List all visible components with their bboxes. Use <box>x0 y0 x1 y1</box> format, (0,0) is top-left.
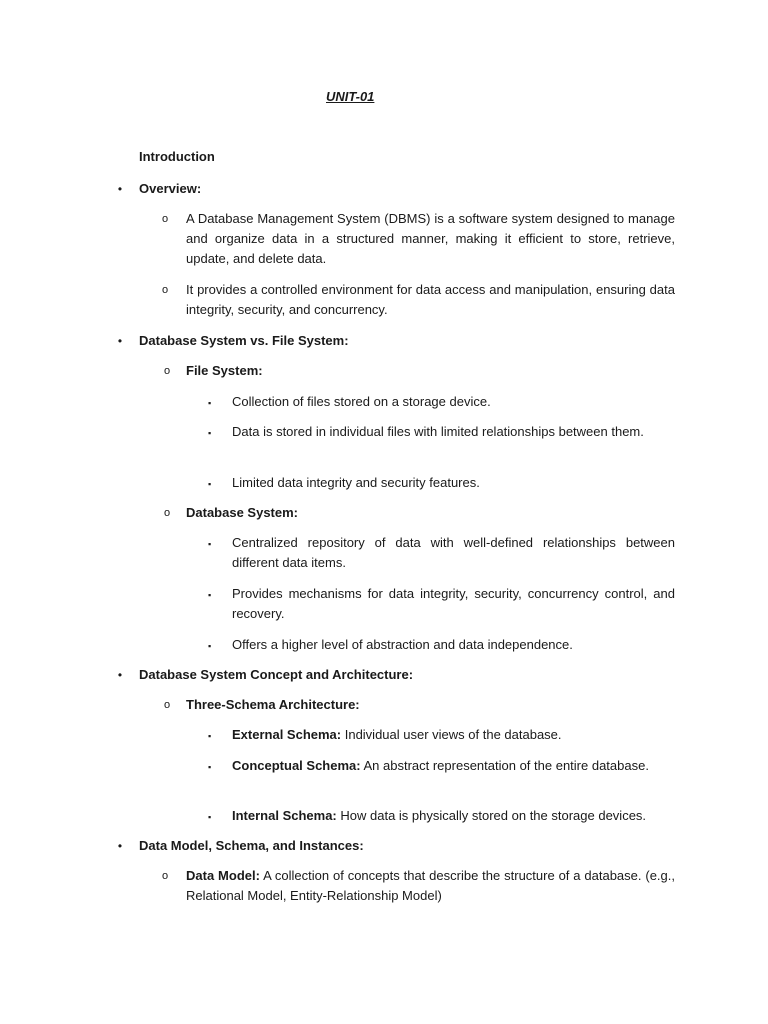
list-item <box>208 533 675 573</box>
database-system-heading: Database System: <box>186 505 298 520</box>
three-schema-heading: Three-Schema Architecture: <box>186 697 360 712</box>
database-system-item-text: Centralized repository of data with well-defined relationships between different data items. <box>232 535 675 570</box>
schema-text: An abstract representation of the entire database. <box>360 758 649 773</box>
bullet-icon: • <box>117 668 123 682</box>
intro-heading: Introduction <box>139 149 215 164</box>
bullet-icon: • <box>117 839 123 853</box>
list-item <box>208 473 675 493</box>
db-vs-fs-heading: Database System vs. File System: <box>139 333 349 348</box>
list-item <box>162 866 675 906</box>
file-system-item-text: Collection of files stored on a storage device. <box>232 394 491 409</box>
square-bullet-icon: ▪ <box>208 428 212 438</box>
database-system-item-text: Provides mechanisms for data integrity, security, concurrency control, and recovery. <box>232 586 675 621</box>
list-item-overview <box>117 179 675 199</box>
square-bullet-icon: ▪ <box>208 641 212 651</box>
square-bullet-icon: ▪ <box>208 731 212 741</box>
schema-term: Internal Schema: <box>232 808 337 823</box>
list-item <box>208 725 675 745</box>
square-bullet-icon: ▪ <box>208 398 212 408</box>
data-model-text: A collection of concepts that describe the structure of a database. (e.g., Relational Model, Entity-Relationship Model) <box>186 868 675 903</box>
overview-item-text: It provides a controlled environment for data access and manipulation, ensuring data integrity, security, and concurrency. <box>186 282 675 317</box>
square-bullet-icon: ▪ <box>208 762 212 772</box>
list-item <box>208 422 675 442</box>
list-item <box>208 584 675 624</box>
circle-bullet-icon: o <box>162 284 169 296</box>
list-item <box>162 280 675 320</box>
list-item <box>162 209 675 269</box>
circle-bullet-icon: o <box>162 213 169 225</box>
file-system-item-text: Limited data integrity and security features. <box>232 475 480 490</box>
square-bullet-icon: ▪ <box>208 539 212 549</box>
list-item-architecture <box>117 665 675 685</box>
list-item-data-model <box>117 836 675 856</box>
unit-title: UNIT-01 <box>326 89 375 104</box>
list-item-db-vs-fs <box>117 331 675 351</box>
schema-text: How data is physically stored on the storage devices. <box>336 808 647 823</box>
bullet-icon: • <box>117 182 123 196</box>
list-item <box>208 392 675 412</box>
file-system-item-text: Data is stored in individual files with limited relationships between them. <box>232 424 644 439</box>
database-system-item-text: Offers a higher level of abstraction and data independence. <box>232 637 573 652</box>
overview-heading: Overview: <box>139 181 202 196</box>
overview-item-text: A Database Management System (DBMS) is a software system designed to manage and organize data in a structured manner, making it efficient to store, retrieve, update, and delete data. <box>186 211 675 266</box>
list-item <box>208 806 675 826</box>
file-system-heading: File System: <box>186 363 263 378</box>
circle-bullet-icon: o <box>163 699 171 711</box>
data-model-term: Data Model: <box>186 868 260 883</box>
circle-bullet-icon: o <box>163 365 171 377</box>
list-item <box>208 635 675 655</box>
circle-bullet-icon: o <box>162 870 169 882</box>
data-model-heading: Data Model, Schema, and Instances: <box>139 838 364 853</box>
bullet-icon: • <box>117 334 123 348</box>
list-item-three-schema <box>163 695 675 715</box>
list-item-database-system <box>163 503 675 523</box>
schema-term: External Schema: <box>232 727 342 742</box>
list-item <box>208 756 675 776</box>
square-bullet-icon: ▪ <box>208 479 212 489</box>
schema-term: Conceptual Schema: <box>232 758 361 773</box>
square-bullet-icon: ▪ <box>208 812 212 822</box>
circle-bullet-icon: o <box>163 507 171 519</box>
square-bullet-icon: ▪ <box>208 590 212 600</box>
architecture-heading: Database System Concept and Architecture: <box>139 667 414 682</box>
schema-text: Individual user views of the database. <box>341 727 562 742</box>
list-item-file-system <box>163 361 675 381</box>
